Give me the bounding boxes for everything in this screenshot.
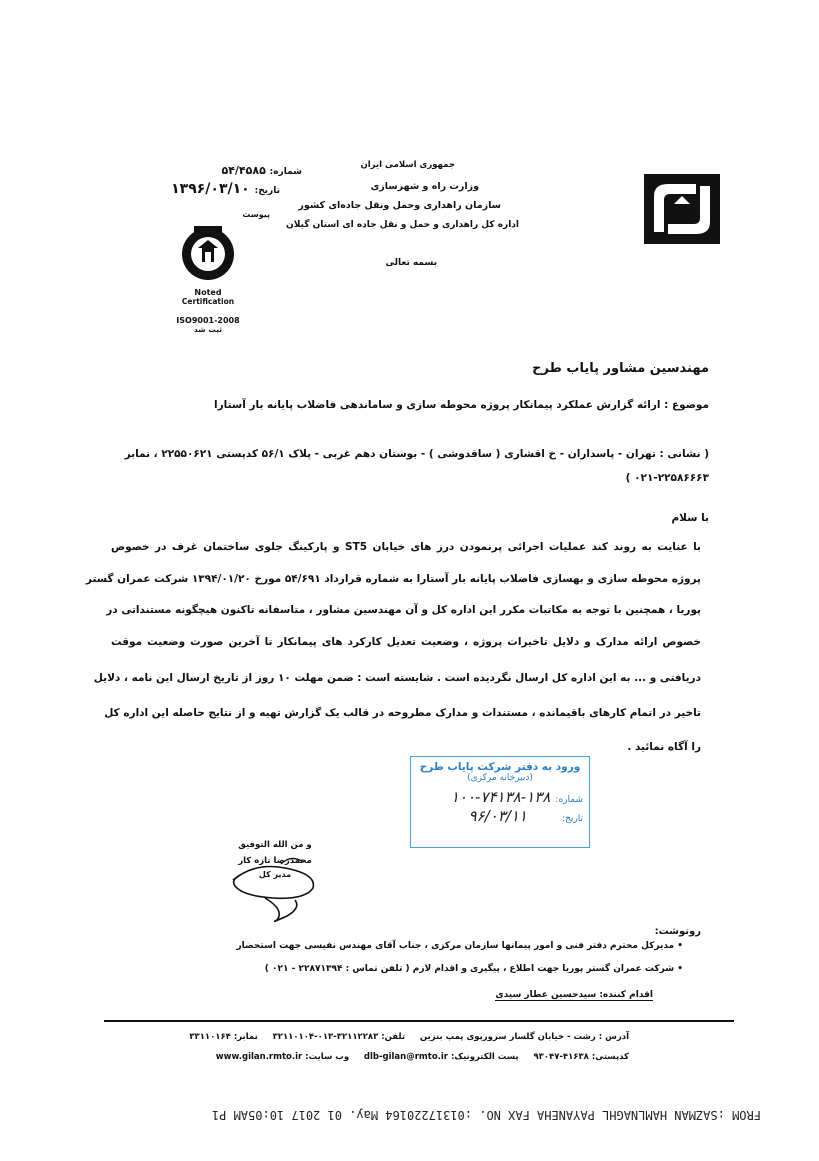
number-label: شماره: [269,167,302,177]
copy-item-text: مدیرکل محترم دفتر فنی و امور پیمانها سازمان مرکزی ، جناب آقای مهندس نفیسی جهت استحضار [236,941,675,951]
header-republic: جمهوری اسلامی ایران [360,160,455,170]
footer-address: آدرس : رشت - خیابان گلسار سرورپوی پمپ بنزین [419,1032,629,1042]
copy-item [265,964,683,974]
header-ministry: وزارت راه و شهرسازی [370,181,479,192]
copy-item [236,941,683,951]
footer-email: پست الکترونیک: dlb-gilan@rmto.ir [363,1052,519,1062]
body-line: دریافتی و ... به این اداره کل ارسال نگردیده است . شایسته است : ضمن مهلت ۱۰ روز از تاریخ ارسال این نامه ، دلایل [93,672,701,684]
recipient: مهندسین مشاور پایاب طرح [532,361,709,376]
signature-line-2: محمدرضا تازه کار [238,856,312,866]
letter-number [182,164,302,177]
header-department: اداره کل راهداری و حمل و نقل جاده ای استان گیلان [286,220,519,230]
footer-postal: کدپستی: ۴۱۶۳۸-۹۳۰۴۷ [533,1052,629,1062]
bullet-icon: • [677,964,683,974]
certification-seal-icon [168,222,248,282]
letter-attachment: پیوست [242,210,270,219]
copies-heading: رونوشت: [654,926,701,937]
footer-phone: تلفن: ۳۲۱۱۲۲۸۳-۰۱۳-۳۲۱۱۰۱۰۴ [272,1032,406,1042]
body-line: پروژه محوطه سازی و بهسازی فاضلاب پایانه بار آستارا به شماره قرارداد ۵۴/۶۹۱ مورخ ۱۳۹۴/۰۱/۲۰ شرکت عمران گستر [85,573,701,585]
cert-line-3: ISO9001-2008 [176,316,240,325]
greeting: با سلام [671,512,709,524]
cert-line-2: Certification [181,297,235,306]
address-line-1: ( نشانی : تهران - پاسداران - خ اقشاری ( ساقدوشی ) - بوستان دهم غربی - پلاک ۵۶/۱ کدپستی ۲۲۵۵۰۶۲۱ ، نمابر [124,448,709,460]
stamp-number-label: شماره: [555,795,583,805]
iso-certification [168,222,248,342]
stamp-subtitle: (دبیرخانه مرکزی) [467,773,533,783]
date-value: ۱۳۹۶/۰۳/۱۰ [171,181,250,197]
signature-block [225,840,325,920]
header-organization: سازمان راهداری وحمل ونقل جاده‌ای کشور [298,200,501,211]
signature-line-1: و من الله التوفیق [238,840,312,850]
stamp-date-row [411,806,589,825]
letter-date [160,181,280,197]
stamp-date-value: ۹۶/۰۳/۱۱ [468,807,527,825]
footer-divider [104,1020,734,1022]
cert-line-4: ثبت شد [193,325,223,334]
header-bismillah: بسمه تعالی [385,258,437,268]
signature-line-3: مدیر کل [258,870,292,879]
handwritten-signature [225,850,325,925]
stamp-title: ورود به دفتر شرکت پایاب طرح [419,761,581,773]
body-line: تاخیر در اتمام کارهای باقیمانده ، مستندات و مدارک مطروحه در قالب یک گزارش تهیه و از نتایج حاصله این اداره کل [104,707,701,719]
bullet-icon: • [677,941,683,951]
copy-item-text: شرکت عمران گستر پوریا جهت اطلاع ، پیگیری و اقدام لازم ( تلفن تماس : ۲۲۸۷۱۳۹۴ - ۰۲۱ ) [264,964,675,974]
date-label: تاریخ: [254,186,280,196]
body-line: را آگاه نمائید . [627,741,701,753]
rmto-logo [640,170,724,248]
stamp-date-label: تاریخ: [562,814,583,824]
body-line: خصوص ارائه مدارک و دلایل تاخیرات پروژه ، وضعیت تعدیل کارکرد های پیمانکار تا آخرین صورت وضعیت موقت [111,636,701,648]
subject: موضوع : ارائه گزارش عملکرد پیمانکار پروژه محوطه سازی و ساماندهی فاضلاب پایانه بار آستارا [214,399,709,411]
number-value: ۵۴/۴۵۸۵ [221,164,266,177]
fax-header-text: FROM :SAZMAN HAMLNAGHL PAYANEHA FAX NO. :01317220164 May. 01 2017 10:05AM P1 [211,1108,761,1122]
footer-row-2 [216,1052,629,1062]
fax-header [0,1102,819,1126]
stamp-number-row [411,787,589,806]
body-line: پوریا ، همچنین با توجه به مکاتبات مکرر این اداره کل و آن مهندسین مشاور ، متاسفانه تاکنون هیچگونه مستنداتی در [106,604,701,616]
stamp-number-value: ۱۳۸-۷۴۱۳۸-۱۰۰ [450,788,551,806]
cert-line-1: Noted [194,288,222,297]
footer-website: وب سایت: www.gilan.rmto.ir [215,1052,350,1062]
footer-fax: نمابر: ۳۳۱۱۰۱۶۴ [189,1032,258,1042]
address-line-2: ۰۲۱-۲۲۵۸۶۶۶۳ ) [625,472,709,484]
rmto-logo-icon [640,170,724,248]
footer-row-1 [189,1032,629,1042]
body-line: با عنایت به روند کند عملیات اجرائی پرنمودن درز های خیابان ST5 و پارکینگ جلوی ساختمان غرف در خصوص [111,541,702,553]
action-by: اقدام کننده: سیدحسین عطار سیدی [495,990,653,1000]
received-stamp [410,756,590,848]
